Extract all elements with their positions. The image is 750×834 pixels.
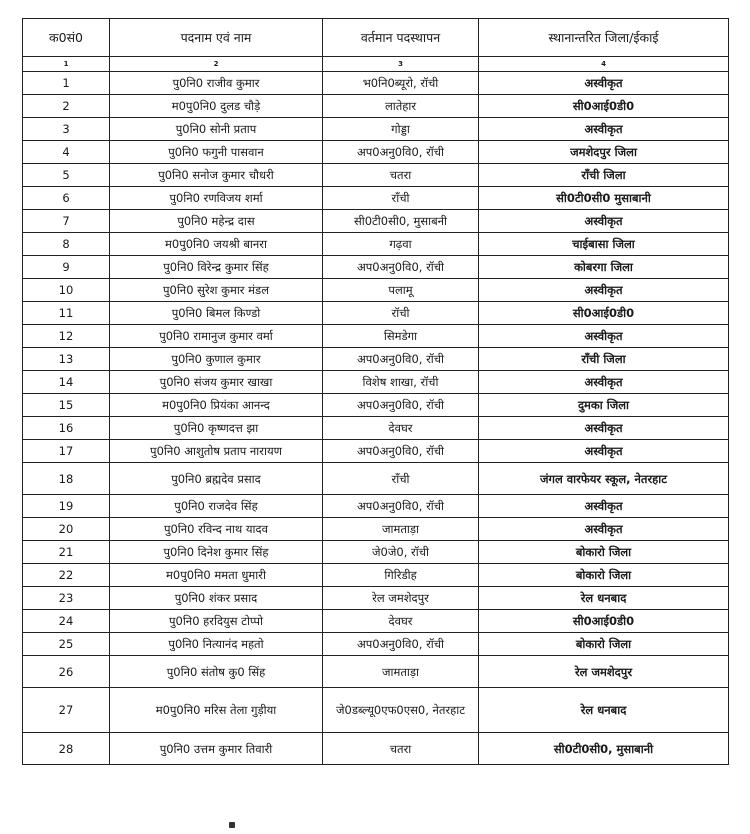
- current-posting-cell: रेल जमशेदपुर: [323, 587, 479, 610]
- name-cell: पु0नि0 राजदेव सिंह: [110, 495, 323, 518]
- current-posting-cell: अप0अनु0वि0, रॉची: [323, 394, 479, 417]
- table-row: [23, 325, 729, 348]
- name-cell: पु0नि0 बिमल किण्डो: [110, 302, 323, 325]
- current-posting-cell: रॉंची: [323, 187, 479, 210]
- serial-number-cell: 12: [23, 325, 110, 348]
- current-posting-cell: सी0टी0सी0, मुसाबनी: [323, 210, 479, 233]
- transferred-unit-cell: अस्वीकृत: [479, 118, 729, 141]
- serial-number-cell: 28: [23, 733, 110, 765]
- table-row: [23, 564, 729, 587]
- current-posting-cell: देवघर: [323, 417, 479, 440]
- table-row: [23, 633, 729, 656]
- table-row: [23, 279, 729, 302]
- name-cell: पु0नि0 उत्तम कुमार तिवारी: [110, 733, 323, 765]
- current-posting-cell: अप0अनु0वि0, रॉची: [323, 633, 479, 656]
- current-posting-cell: जे0डब्ल्यू0एफ0एस0, नेतरहाट: [323, 688, 479, 733]
- name-cell: पु0नि0 रामानुज कुमार वर्मा: [110, 325, 323, 348]
- table-row: [23, 371, 729, 394]
- serial-number-cell: 4: [23, 141, 110, 164]
- header-row: [23, 19, 729, 57]
- table-row: [23, 518, 729, 541]
- name-cell: पु0नि0 सोनी प्रताप: [110, 118, 323, 141]
- transferred-unit-cell: सी0आई0डी0: [479, 302, 729, 325]
- table-row: [23, 733, 729, 765]
- page-mark: [229, 822, 235, 828]
- column-number: 4: [479, 57, 729, 72]
- table-row: [23, 495, 729, 518]
- current-posting-cell: चतरा: [323, 164, 479, 187]
- transferred-unit-cell: कोबरगा जिला: [479, 256, 729, 279]
- transferred-unit-cell: सी0आई0डी0: [479, 610, 729, 633]
- table-row: [23, 541, 729, 564]
- table-row: [23, 610, 729, 633]
- name-cell: पु0नि0 शंकर प्रसाद: [110, 587, 323, 610]
- serial-number-cell: 1: [23, 72, 110, 95]
- transferred-unit-cell: अस्वीकृत: [479, 279, 729, 302]
- name-cell: म0पु0नि0 प्रियंका आनन्द: [110, 394, 323, 417]
- table-row: [23, 587, 729, 610]
- serial-number-cell: 18: [23, 463, 110, 495]
- current-posting-cell: अप0अनु0वि0, रॉची: [323, 141, 479, 164]
- table-row: [23, 72, 729, 95]
- transferred-unit-cell: सी0टी0सी0, मुसाबानी: [479, 733, 729, 765]
- current-posting-cell: गढ़वा: [323, 233, 479, 256]
- current-posting-cell: विशेष शाखा, रॉची: [323, 371, 479, 394]
- transferred-unit-cell: अस्वीकृत: [479, 325, 729, 348]
- serial-number-cell: 24: [23, 610, 110, 633]
- name-cell: पु0नि0 रणविजय शर्मा: [110, 187, 323, 210]
- name-cell: पु0नि0 आशुतोष प्रताप नारायण: [110, 440, 323, 463]
- table-row: [23, 688, 729, 733]
- transferred-unit-cell: अस्वीकृत: [479, 495, 729, 518]
- column-number: 2: [110, 57, 323, 72]
- transferred-unit-cell: बोकारो जिला: [479, 633, 729, 656]
- serial-number-cell: 19: [23, 495, 110, 518]
- header-current-posting: वर्तमान पदस्थापन: [323, 19, 479, 57]
- column-number-row: [23, 57, 729, 72]
- table-row: [23, 210, 729, 233]
- transferred-unit-cell: सी0टी0सी0 मुसाबानी: [479, 187, 729, 210]
- transferred-unit-cell: अस्वीकृत: [479, 518, 729, 541]
- current-posting-cell: जामताड़ा: [323, 518, 479, 541]
- current-posting-cell: गिरिडीह: [323, 564, 479, 587]
- table-row: [23, 394, 729, 417]
- serial-number-cell: 6: [23, 187, 110, 210]
- current-posting-cell: गोड्डा: [323, 118, 479, 141]
- transferred-unit-cell: रेल जमशेदपुर: [479, 656, 729, 688]
- transferred-unit-cell: बोकारो जिला: [479, 541, 729, 564]
- serial-number-cell: 3: [23, 118, 110, 141]
- transferred-unit-cell: जंगल वारफेयर स्कूल, नेतरहाट: [479, 463, 729, 495]
- name-cell: पु0नि0 फगुनी पासवान: [110, 141, 323, 164]
- table-row: [23, 95, 729, 118]
- transferred-unit-cell: रॉंची जिला: [479, 164, 729, 187]
- serial-number-cell: 21: [23, 541, 110, 564]
- name-cell: पु0नि0 सनोज कुमार चौधरी: [110, 164, 323, 187]
- serial-number-cell: 13: [23, 348, 110, 371]
- transferred-unit-cell: अस्वीकृत: [479, 371, 729, 394]
- current-posting-cell: अप0अनु0वि0, रॉची: [323, 256, 479, 279]
- transferred-unit-cell: रेल धनबाद: [479, 688, 729, 733]
- table-row: [23, 440, 729, 463]
- name-cell: पु0नि0 हरदियुस टोप्पो: [110, 610, 323, 633]
- transferred-unit-cell: चाईबासा जिला: [479, 233, 729, 256]
- name-cell: पु0नि0 नित्यानंद महतो: [110, 633, 323, 656]
- table-body: [23, 72, 729, 765]
- transferred-unit-cell: रेल धनबाद: [479, 587, 729, 610]
- name-cell: पु0नि0 राजीव कुमार: [110, 72, 323, 95]
- name-cell: पु0नि0 विरेन्द्र कुमार सिंह: [110, 256, 323, 279]
- current-posting-cell: देवघर: [323, 610, 479, 633]
- serial-number-cell: 26: [23, 656, 110, 688]
- name-cell: पु0नि0 कृष्णदत्त झा: [110, 417, 323, 440]
- serial-number-cell: 17: [23, 440, 110, 463]
- current-posting-cell: अप0अनु0वि0, रॉची: [323, 348, 479, 371]
- transferred-unit-cell: जमशेदपुर जिला: [479, 141, 729, 164]
- table-row: [23, 417, 729, 440]
- table-row: [23, 233, 729, 256]
- table-row: [23, 656, 729, 688]
- name-cell: पु0नि0 संजय कुमार खाखा: [110, 371, 323, 394]
- transferred-unit-cell: रॉंची जिला: [479, 348, 729, 371]
- table-row: [23, 141, 729, 164]
- table-row: [23, 164, 729, 187]
- current-posting-cell: जामताड़ा: [323, 656, 479, 688]
- table-row: [23, 118, 729, 141]
- transferred-unit-cell: बोकारो जिला: [479, 564, 729, 587]
- current-posting-cell: अप0अनु0वि0, रॉची: [323, 440, 479, 463]
- table-row: [23, 302, 729, 325]
- name-cell: पु0नि0 संतोष कु0 सिंह: [110, 656, 323, 688]
- name-cell: म0पु0नि0 दुलड चौड़े: [110, 95, 323, 118]
- name-cell: पु0नि0 महेन्द्र दास: [110, 210, 323, 233]
- transferred-unit-cell: दुमका जिला: [479, 394, 729, 417]
- table-row: [23, 463, 729, 495]
- serial-number-cell: 25: [23, 633, 110, 656]
- column-number: 1: [23, 57, 110, 72]
- current-posting-cell: सिमडेगा: [323, 325, 479, 348]
- transferred-unit-cell: अस्वीकृत: [479, 440, 729, 463]
- current-posting-cell: भ0नि0ब्यूरो, रॉची: [323, 72, 479, 95]
- name-cell: पु0नि0 ब्रह्मदेव प्रसाद: [110, 463, 323, 495]
- table-row: [23, 348, 729, 371]
- serial-number-cell: 14: [23, 371, 110, 394]
- table-row: [23, 256, 729, 279]
- serial-number-cell: 8: [23, 233, 110, 256]
- header-transferred-unit: स्थानान्तरित जिला/ईकाई: [479, 19, 729, 57]
- current-posting-cell: पलामू: [323, 279, 479, 302]
- serial-number-cell: 27: [23, 688, 110, 733]
- name-cell: पु0नि0 सुरेश कुमार मंडल: [110, 279, 323, 302]
- transferred-unit-cell: अस्वीकृत: [479, 72, 729, 95]
- serial-number-cell: 11: [23, 302, 110, 325]
- transfer-list-sheet: [22, 18, 728, 765]
- column-number: 3: [323, 57, 479, 72]
- name-cell: पु0नि0 कुणाल कुमार: [110, 348, 323, 371]
- serial-number-cell: 23: [23, 587, 110, 610]
- current-posting-cell: जे0जे0, रॉची: [323, 541, 479, 564]
- name-cell: पु0नि0 दिनेश कुमार सिंह: [110, 541, 323, 564]
- serial-number-cell: 7: [23, 210, 110, 233]
- current-posting-cell: लातेहार: [323, 95, 479, 118]
- name-cell: पु0नि0 रविन्द नाथ यादव: [110, 518, 323, 541]
- current-posting-cell: अप0अनु0वि0, रॉची: [323, 495, 479, 518]
- table-row: [23, 187, 729, 210]
- header-serial: क0सं0: [23, 19, 110, 57]
- name-cell: म0पु0नि0 मरिस तेला गुड़ीया: [110, 688, 323, 733]
- current-posting-cell: चतरा: [323, 733, 479, 765]
- serial-number-cell: 16: [23, 417, 110, 440]
- serial-number-cell: 9: [23, 256, 110, 279]
- serial-number-cell: 15: [23, 394, 110, 417]
- name-cell: म0पु0नि0 जयश्री बानरा: [110, 233, 323, 256]
- serial-number-cell: 20: [23, 518, 110, 541]
- transferred-unit-cell: अस्वीकृत: [479, 417, 729, 440]
- serial-number-cell: 10: [23, 279, 110, 302]
- current-posting-cell: रॉंची: [323, 463, 479, 495]
- header-name: पदनाम एवं नाम: [110, 19, 323, 57]
- transfer-table: [22, 18, 729, 765]
- serial-number-cell: 22: [23, 564, 110, 587]
- serial-number-cell: 2: [23, 95, 110, 118]
- transferred-unit-cell: सी0आई0डी0: [479, 95, 729, 118]
- name-cell: म0पु0नि0 ममता धुमारी: [110, 564, 323, 587]
- current-posting-cell: रॉची: [323, 302, 479, 325]
- serial-number-cell: 5: [23, 164, 110, 187]
- transferred-unit-cell: अस्वीकृत: [479, 210, 729, 233]
